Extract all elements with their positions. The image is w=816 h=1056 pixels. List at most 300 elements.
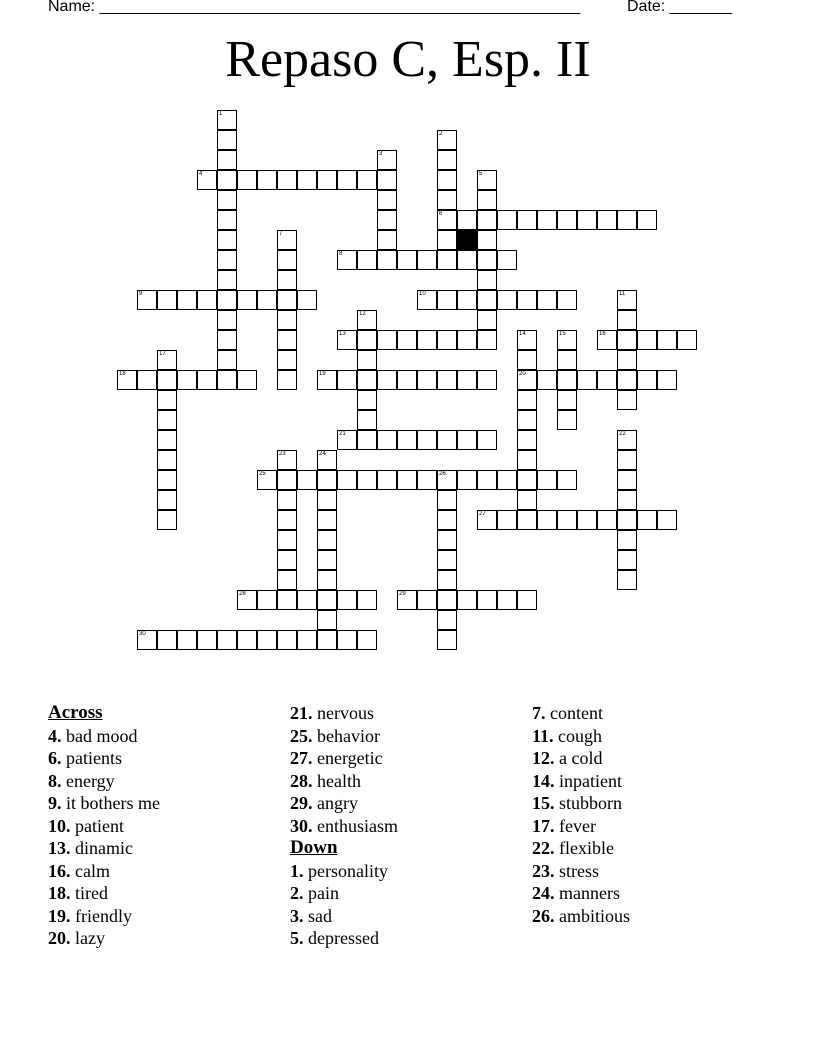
grid-cell[interactable] xyxy=(477,190,497,210)
clue-item-number: 18. xyxy=(48,883,71,903)
clue-item xyxy=(48,905,288,928)
grid-cell[interactable] xyxy=(437,290,457,310)
grid-cell[interactable] xyxy=(497,250,517,270)
grid-cell[interactable] xyxy=(637,370,657,390)
clue-item-text: flexible xyxy=(559,838,614,858)
grid-cell[interactable] xyxy=(297,170,317,190)
grid-cell[interactable] xyxy=(377,210,397,230)
grid-cell[interactable] xyxy=(517,590,537,610)
grid-cell[interactable] xyxy=(477,170,497,190)
grid-cell[interactable] xyxy=(217,290,237,310)
grid-cell[interactable] xyxy=(437,190,457,210)
grid-cell[interactable] xyxy=(417,370,437,390)
grid-cell[interactable] xyxy=(257,590,277,610)
clue-item xyxy=(290,770,530,793)
grid-cell[interactable] xyxy=(617,430,637,450)
grid-cell[interactable] xyxy=(437,370,457,390)
grid-cell[interactable] xyxy=(317,510,337,530)
grid-cell[interactable] xyxy=(137,370,157,390)
clue-number: 30 xyxy=(139,631,146,637)
grid-cell[interactable] xyxy=(157,450,177,470)
clue-item-number: 6. xyxy=(48,748,62,768)
grid-cell[interactable] xyxy=(257,630,277,650)
clue-item-number: 28. xyxy=(290,770,313,791)
grid-cell[interactable] xyxy=(317,170,337,190)
grid-cell[interactable] xyxy=(617,390,637,410)
grid-cell[interactable] xyxy=(297,290,317,310)
across-clue-list-continued xyxy=(290,702,530,837)
grid-cell[interactable] xyxy=(417,330,437,350)
grid-cell[interactable] xyxy=(437,230,457,250)
clue-item xyxy=(290,882,530,905)
clue-item xyxy=(532,882,772,905)
grid-cell[interactable] xyxy=(617,290,637,310)
grid-cell[interactable] xyxy=(477,250,497,270)
grid-cell[interactable] xyxy=(597,330,617,350)
grid-cell[interactable] xyxy=(437,330,457,350)
grid-cell[interactable] xyxy=(277,510,297,530)
clue-item xyxy=(532,815,772,838)
grid-cell[interactable] xyxy=(517,290,537,310)
grid-cell[interactable] xyxy=(157,470,177,490)
grid-cell[interactable] xyxy=(417,470,437,490)
clue-item-text: inpatient xyxy=(559,770,622,791)
grid-cell[interactable] xyxy=(437,170,457,190)
grid-cell[interactable] xyxy=(337,170,357,190)
clue-number: 22 xyxy=(619,431,626,437)
grid-cell[interactable] xyxy=(117,370,137,390)
grid-cell[interactable] xyxy=(137,630,157,650)
grid-cell[interactable] xyxy=(557,350,577,370)
grid-cell[interactable] xyxy=(337,590,357,610)
grid-cell[interactable] xyxy=(217,210,237,230)
grid-cell[interactable] xyxy=(357,470,377,490)
grid-cell[interactable] xyxy=(277,490,297,510)
clue-item-number: 26. xyxy=(532,905,555,926)
grid-cell[interactable] xyxy=(477,270,497,290)
grid-cell[interactable] xyxy=(337,370,357,390)
clue-item-number: 23. xyxy=(532,860,555,881)
grid-cell[interactable] xyxy=(157,290,177,310)
grid-cell[interactable] xyxy=(197,290,217,310)
grid-cell[interactable] xyxy=(557,290,577,310)
grid-cell[interactable] xyxy=(437,630,457,650)
grid-cell[interactable] xyxy=(237,290,257,310)
grid-cell[interactable] xyxy=(457,590,477,610)
grid-cell[interactable] xyxy=(317,570,337,590)
clue-item-number: 25. xyxy=(290,725,313,746)
name-field xyxy=(48,0,580,16)
grid-cell[interactable] xyxy=(517,470,537,490)
clue-number: 25 xyxy=(259,471,266,477)
grid-cell[interactable] xyxy=(217,270,237,290)
grid-cell[interactable] xyxy=(217,310,237,330)
grid-cell[interactable] xyxy=(397,470,417,490)
grid-cell[interactable] xyxy=(397,590,417,610)
grid-cell[interactable] xyxy=(637,210,657,230)
grid-cell[interactable] xyxy=(417,250,437,270)
grid-cell[interactable] xyxy=(137,290,157,310)
grid-cell[interactable] xyxy=(317,490,337,510)
clue-item-number: 11. xyxy=(532,725,554,746)
grid-cell[interactable] xyxy=(437,250,457,270)
clue-number: 1 xyxy=(219,111,223,117)
grid-cell[interactable] xyxy=(237,170,257,190)
grid-cell[interactable] xyxy=(457,250,477,270)
clue-item xyxy=(532,725,772,748)
grid-cell[interactable] xyxy=(557,370,577,390)
grid-cell[interactable] xyxy=(657,330,677,350)
grid-cell[interactable] xyxy=(557,390,577,410)
grid-cell[interactable] xyxy=(177,290,197,310)
grid-cell[interactable] xyxy=(617,210,637,230)
grid-cell[interactable] xyxy=(597,510,617,530)
clue-number: 6 xyxy=(439,211,443,217)
grid-cell[interactable] xyxy=(517,350,537,370)
clue-item-text: enthusiasm xyxy=(317,815,398,836)
clue-number: 9 xyxy=(139,291,143,297)
clue-item-number: 12. xyxy=(532,748,555,768)
grid-cell[interactable] xyxy=(317,450,337,470)
grid-cell[interactable] xyxy=(557,470,577,490)
date-label: Date: xyxy=(627,0,670,15)
grid-cell[interactable] xyxy=(257,470,277,490)
grid-cell[interactable] xyxy=(217,130,237,150)
clue-item-text: calm xyxy=(75,860,110,881)
grid-cell[interactable] xyxy=(637,330,657,350)
grid-cell[interactable] xyxy=(317,470,337,490)
grid-cell[interactable] xyxy=(377,370,397,390)
grid-cell[interactable] xyxy=(357,370,377,390)
grid-cell[interactable] xyxy=(357,430,377,450)
grid-cell[interactable] xyxy=(157,630,177,650)
grid-cell[interactable] xyxy=(337,630,357,650)
clue-item-number: 13. xyxy=(48,838,71,858)
clue-item-text: health xyxy=(317,770,361,791)
grid-cell[interactable] xyxy=(437,470,457,490)
clue-item xyxy=(532,770,772,793)
grid-cell[interactable] xyxy=(217,330,237,350)
grid-cell[interactable] xyxy=(557,210,577,230)
grid-cell[interactable] xyxy=(277,270,297,290)
grid-cell[interactable] xyxy=(357,350,377,370)
grid-cell[interactable] xyxy=(357,410,377,430)
grid-cell[interactable] xyxy=(377,190,397,210)
clue-number: 20 xyxy=(519,371,526,377)
grid-cell[interactable] xyxy=(377,470,397,490)
clue-item-text: behavior xyxy=(317,725,380,746)
grid-cell[interactable] xyxy=(217,150,237,170)
grid-cell[interactable] xyxy=(437,130,457,150)
grid-cell[interactable] xyxy=(577,510,597,530)
grid-cell[interactable] xyxy=(517,510,537,530)
grid-cell[interactable] xyxy=(537,510,557,530)
grid-cell[interactable] xyxy=(197,630,217,650)
grid-cell[interactable] xyxy=(477,290,497,310)
grid-cell[interactable] xyxy=(157,410,177,430)
grid-cell[interactable] xyxy=(417,290,437,310)
grid-cell[interactable] xyxy=(617,350,637,370)
grid-cell[interactable] xyxy=(277,590,297,610)
grid-cell[interactable] xyxy=(557,510,577,530)
grid-cell[interactable] xyxy=(617,490,637,510)
grid-cell[interactable] xyxy=(217,370,237,390)
grid-cell[interactable] xyxy=(377,250,397,270)
grid-cell[interactable] xyxy=(537,370,557,390)
grid-cell[interactable] xyxy=(477,310,497,330)
grid-cell[interactable] xyxy=(237,370,257,390)
clue-number: 17 xyxy=(159,351,166,357)
grid-cell[interactable] xyxy=(157,370,177,390)
grid-cell[interactable] xyxy=(357,330,377,350)
grid-cell[interactable] xyxy=(277,470,297,490)
grid-cell[interactable] xyxy=(497,210,517,230)
clue-item xyxy=(48,770,288,793)
grid-cell[interactable] xyxy=(277,310,297,330)
grid-cell[interactable] xyxy=(277,290,297,310)
grid-cell[interactable] xyxy=(277,370,297,390)
clue-item xyxy=(532,702,772,725)
grid-cell[interactable] xyxy=(537,470,557,490)
clue-item-text: friendly xyxy=(75,905,132,926)
grid-cell[interactable] xyxy=(517,450,537,470)
clue-item-text: sad xyxy=(308,905,332,926)
grid-cell[interactable] xyxy=(217,190,237,210)
clue-item-number: 15. xyxy=(532,793,555,813)
clue-item-text: patient xyxy=(75,815,124,836)
grid-cell[interactable] xyxy=(477,210,497,230)
grid-cell[interactable] xyxy=(657,510,677,530)
grid-cell[interactable] xyxy=(497,290,517,310)
grid-cell[interactable] xyxy=(397,330,417,350)
clue-item-number: 27. xyxy=(290,748,313,768)
clue-number: 27 xyxy=(479,511,486,517)
grid-cell[interactable] xyxy=(377,330,397,350)
grid-cell[interactable] xyxy=(437,570,457,590)
clue-item-text: a cold xyxy=(559,748,603,768)
grid-cell[interactable] xyxy=(317,590,337,610)
grid-cell[interactable] xyxy=(437,150,457,170)
grid-cell[interactable] xyxy=(277,330,297,350)
clue-item-number: 24. xyxy=(532,883,555,903)
grid-cell[interactable] xyxy=(317,530,337,550)
grid-cell[interactable] xyxy=(317,370,337,390)
clue-item xyxy=(48,927,288,950)
grid-cell[interactable] xyxy=(477,510,497,530)
grid-cell[interactable] xyxy=(597,210,617,230)
grid-cell[interactable] xyxy=(517,430,537,450)
grid-cell[interactable] xyxy=(217,110,237,130)
clue-item xyxy=(48,792,288,815)
clue-item-text: patients xyxy=(66,748,122,768)
grid-cell[interactable] xyxy=(497,470,517,490)
grid-cell[interactable] xyxy=(297,630,317,650)
clue-item-text: cough xyxy=(558,725,603,746)
grid-cell[interactable] xyxy=(177,630,197,650)
grid-cell[interactable] xyxy=(217,250,237,270)
grid-cell[interactable] xyxy=(277,170,297,190)
grid-cell[interactable] xyxy=(477,330,497,350)
grid-cell[interactable] xyxy=(457,470,477,490)
grid-cell[interactable] xyxy=(657,370,677,390)
grid-cell[interactable] xyxy=(197,370,217,390)
grid-cell[interactable] xyxy=(217,230,237,250)
grid-cell[interactable] xyxy=(437,510,457,530)
clues-column-1 xyxy=(48,702,288,950)
grid-cell[interactable] xyxy=(337,250,357,270)
grid-cell[interactable] xyxy=(157,390,177,410)
clue-item xyxy=(48,815,288,838)
grid-cell[interactable] xyxy=(677,330,697,350)
grid-cell[interactable] xyxy=(397,430,417,450)
grid-cell[interactable] xyxy=(277,250,297,270)
across-heading: Across xyxy=(48,702,103,723)
grid-cell[interactable] xyxy=(617,570,637,590)
grid-cell[interactable] xyxy=(297,470,317,490)
page-title: Repaso C, Esp. II xyxy=(225,31,591,88)
clue-item-number: 20. xyxy=(48,928,71,948)
grid-cell[interactable] xyxy=(257,290,277,310)
grid-cell[interactable] xyxy=(357,250,377,270)
grid-cell[interactable] xyxy=(277,230,297,250)
grid-cell[interactable] xyxy=(277,350,297,370)
grid-cell[interactable] xyxy=(557,330,577,350)
clue-item xyxy=(290,927,530,950)
grid-cell[interactable] xyxy=(617,550,637,570)
grid-cell[interactable] xyxy=(497,590,517,610)
grid-cell[interactable] xyxy=(437,430,457,450)
grid-cell[interactable] xyxy=(337,430,357,450)
grid-cell[interactable] xyxy=(477,470,497,490)
grid-cell[interactable] xyxy=(377,230,397,250)
grid-cell[interactable] xyxy=(357,630,377,650)
clue-item xyxy=(48,747,288,770)
grid-cell[interactable] xyxy=(317,610,337,630)
grid-cell[interactable] xyxy=(617,510,637,530)
grid-cell[interactable] xyxy=(257,170,277,190)
grid-cell[interactable] xyxy=(517,330,537,350)
grid-cell[interactable] xyxy=(517,490,537,510)
grid-cell[interactable] xyxy=(437,490,457,510)
grid-cell[interactable] xyxy=(617,330,637,350)
grid-cell[interactable] xyxy=(617,310,637,330)
clue-item-number: 17. xyxy=(532,815,555,836)
grid-cell[interactable] xyxy=(517,390,537,410)
grid-cell[interactable] xyxy=(597,370,617,390)
grid-cell[interactable] xyxy=(517,210,537,230)
grid-cell[interactable] xyxy=(477,230,497,250)
clue-number: 7 xyxy=(279,231,283,237)
clue-number: 11 xyxy=(619,291,626,297)
grid-cell[interactable] xyxy=(197,170,217,190)
grid-cell[interactable] xyxy=(357,170,377,190)
clue-item-text: manners xyxy=(559,883,620,903)
clue-item-text: stress xyxy=(559,860,599,881)
grid-cell[interactable] xyxy=(557,410,577,430)
grid-cell[interactable] xyxy=(317,630,337,650)
clue-item-text: fever xyxy=(559,815,596,836)
grid-cell[interactable] xyxy=(617,450,637,470)
clue-item-text: content xyxy=(550,703,603,723)
grid-cell[interactable] xyxy=(437,610,457,630)
clue-item xyxy=(532,905,772,928)
grid-cell[interactable] xyxy=(457,370,477,390)
grid-cell[interactable] xyxy=(277,570,297,590)
grid-cell[interactable] xyxy=(157,350,177,370)
grid-cell[interactable] xyxy=(417,430,437,450)
grid-cell[interactable] xyxy=(237,590,257,610)
grid-cell[interactable] xyxy=(537,290,557,310)
grid-cell[interactable] xyxy=(337,470,357,490)
grid-cell[interactable] xyxy=(577,210,597,230)
clue-number: 21 xyxy=(339,431,346,437)
grid-cell[interactable] xyxy=(177,370,197,390)
grid-cell[interactable] xyxy=(357,310,377,330)
grid-cell[interactable] xyxy=(517,370,537,390)
grid-cell[interactable] xyxy=(457,430,477,450)
date-line[interactable]: _______ xyxy=(669,0,732,15)
grid-cell[interactable] xyxy=(417,590,437,610)
grid-cell[interactable] xyxy=(237,630,257,650)
grid-cell[interactable] xyxy=(277,630,297,650)
grid-cell[interactable] xyxy=(397,250,417,270)
grid-cell[interactable] xyxy=(457,210,477,230)
grid-cell[interactable] xyxy=(637,510,657,530)
grid-cell[interactable] xyxy=(297,590,317,610)
grid-cell[interactable] xyxy=(437,590,457,610)
grid-cell[interactable] xyxy=(497,510,517,530)
grid-cell[interactable] xyxy=(437,530,457,550)
grid-cell[interactable] xyxy=(317,550,337,570)
grid-cell[interactable] xyxy=(397,370,417,390)
grid-cell[interactable] xyxy=(377,150,397,170)
clue-item-number: 5. xyxy=(290,928,304,948)
grid-cell[interactable] xyxy=(357,390,377,410)
grid-cell[interactable] xyxy=(617,370,637,390)
grid-cell[interactable] xyxy=(217,350,237,370)
grid-cell[interactable] xyxy=(537,210,557,230)
name-line[interactable]: ______________________________________________________ xyxy=(99,0,581,15)
grid-cell[interactable] xyxy=(157,430,177,450)
down-heading: Down xyxy=(290,837,338,858)
grid-cell[interactable] xyxy=(157,510,177,530)
grid-cell[interactable] xyxy=(357,590,377,610)
grid-cell[interactable] xyxy=(457,330,477,350)
grid-cell[interactable] xyxy=(437,210,457,230)
grid-cell[interactable] xyxy=(477,590,497,610)
grid-cell[interactable] xyxy=(577,370,597,390)
grid-cell[interactable] xyxy=(437,550,457,570)
clue-number: 12 xyxy=(359,311,366,317)
grid-cell[interactable] xyxy=(377,170,397,190)
grid-cell[interactable] xyxy=(157,490,177,510)
grid-cell[interactable] xyxy=(217,630,237,650)
grid-cell[interactable] xyxy=(337,330,357,350)
grid-cell[interactable] xyxy=(617,530,637,550)
grid-cell[interactable] xyxy=(277,450,297,470)
date-field xyxy=(627,0,732,16)
grid-cell[interactable] xyxy=(377,430,397,450)
grid-cell[interactable] xyxy=(517,410,537,430)
grid-cell[interactable] xyxy=(217,170,237,190)
grid-cell[interactable] xyxy=(457,290,477,310)
grid-cell[interactable] xyxy=(617,470,637,490)
clue-item xyxy=(290,747,530,770)
grid-cell[interactable] xyxy=(277,550,297,570)
grid-cell[interactable] xyxy=(477,430,497,450)
grid-cell[interactable] xyxy=(477,370,497,390)
grid-cell[interactable] xyxy=(277,530,297,550)
